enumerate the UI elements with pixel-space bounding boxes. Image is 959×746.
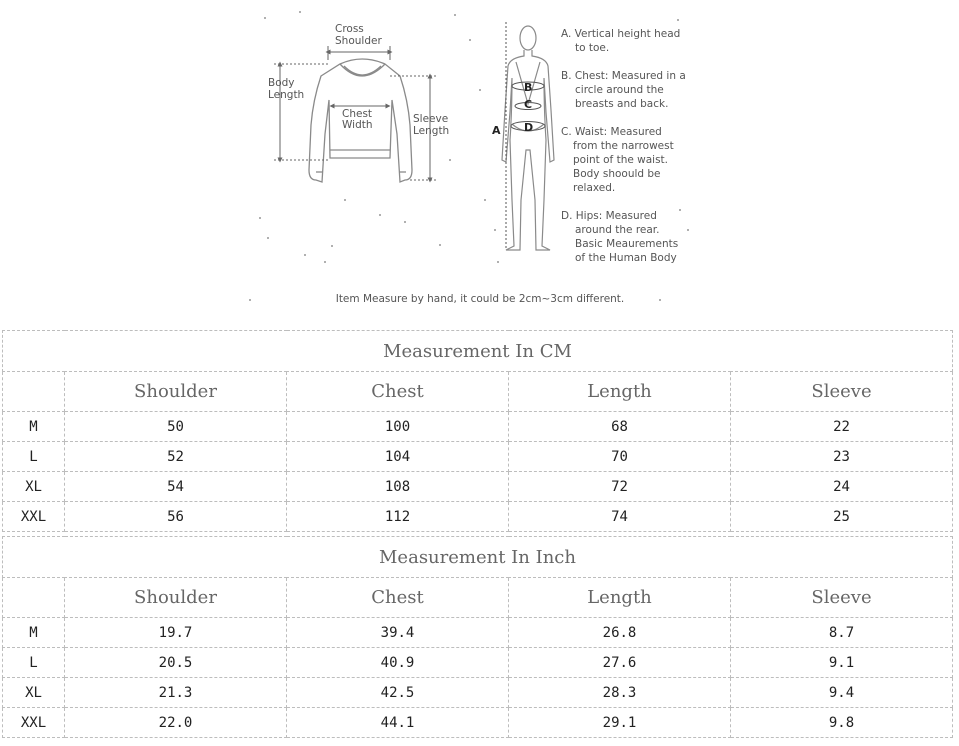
corner-cell (3, 578, 65, 618)
chest-value: 40.9 (287, 648, 509, 678)
size-label: XL (3, 472, 65, 502)
column-header-length: Length (509, 578, 731, 618)
sleeve-value: 25 (731, 502, 953, 532)
cross-shoulder-label: Cross Shoulder (335, 23, 382, 47)
sleeve-value: 9.1 (731, 648, 953, 678)
length-value: 26.8 (509, 618, 731, 648)
body-letter-b: B (524, 81, 533, 94)
length-value: 29.1 (509, 708, 731, 738)
note-b: B. Chest: Measured in a circle around the breasts and back. (561, 70, 686, 110)
body-measure-marks (506, 22, 545, 250)
shoulder-value: 50 (65, 412, 287, 442)
length-value: 28.3 (509, 678, 731, 708)
size-label: XXL (3, 708, 65, 738)
table-row (3, 472, 953, 502)
sleeve-value: 22 (731, 412, 953, 442)
sleeve-length-label: Sleeve Length (413, 113, 450, 137)
sleeve-value: 24 (731, 472, 953, 502)
length-value: 74 (509, 502, 731, 532)
size-label: M (3, 412, 65, 442)
size-label: M (3, 618, 65, 648)
inch-measurement-table (2, 536, 953, 738)
cm-measurement-table (2, 330, 953, 532)
sleeve-value: 23 (731, 442, 953, 472)
chest-value: 39.4 (287, 618, 509, 648)
shoulder-value: 54 (65, 472, 287, 502)
size-label: XL (3, 678, 65, 708)
length-value: 27.6 (509, 648, 731, 678)
table-row (3, 618, 953, 648)
column-header-sleeve: Sleeve (731, 372, 953, 412)
shoulder-value: 52 (65, 442, 287, 472)
chest-value: 108 (287, 472, 509, 502)
table-row (3, 502, 953, 532)
measure-caption: Item Measure by hand, it could be 2cm~3cm different. (335, 293, 625, 305)
table-row (3, 678, 953, 708)
table-title: Measurement In Inch (3, 537, 953, 578)
column-header-shoulder: Shoulder (65, 372, 287, 412)
column-header-length: Length (509, 372, 731, 412)
column-header-chest: Chest (287, 372, 509, 412)
table-row (3, 412, 953, 442)
chest-value: 112 (287, 502, 509, 532)
note-d: D. Hips: Measured around the rear. Basic Meaurements of the Human Body (561, 210, 679, 264)
table-row (3, 648, 953, 678)
column-header-sleeve: Sleeve (731, 578, 953, 618)
shoulder-value: 22.0 (65, 708, 287, 738)
body-letter-c: C (524, 98, 533, 111)
corner-cell (3, 372, 65, 412)
column-header-chest: Chest (287, 578, 509, 618)
chest-width-label: Chest Width (342, 108, 373, 131)
chest-value: 42.5 (287, 678, 509, 708)
chest-value: 44.1 (287, 708, 509, 738)
shoulder-value: 56 (65, 502, 287, 532)
size-label: XXL (3, 502, 65, 532)
body-letter-d: D (524, 121, 534, 134)
measurement-diagram (240, 0, 720, 320)
shoulder-value: 21.3 (65, 678, 287, 708)
shoulder-value: 19.7 (65, 618, 287, 648)
note-a: A. Vertical height head to toe. (561, 28, 681, 54)
body-silhouette (502, 26, 554, 250)
length-value: 72 (509, 472, 731, 502)
table-title: Measurement In CM (3, 331, 953, 372)
table-row (3, 442, 953, 472)
sleeve-value: 9.4 (731, 678, 953, 708)
chest-value: 100 (287, 412, 509, 442)
note-c: C. Waist: Measured from the narrowest point of the waist. Body shoould be relaxed. (561, 126, 674, 194)
table-row (3, 708, 953, 738)
sleeve-value: 8.7 (731, 618, 953, 648)
length-value: 68 (509, 412, 731, 442)
size-label: L (3, 442, 65, 472)
sleeve-value: 9.8 (731, 708, 953, 738)
shoulder-value: 20.5 (65, 648, 287, 678)
length-value: 70 (509, 442, 731, 472)
body-length-label: Body Length (268, 77, 305, 101)
chest-value: 104 (287, 442, 509, 472)
size-label: L (3, 648, 65, 678)
body-letter-a: A (492, 124, 501, 137)
column-header-shoulder: Shoulder (65, 578, 287, 618)
